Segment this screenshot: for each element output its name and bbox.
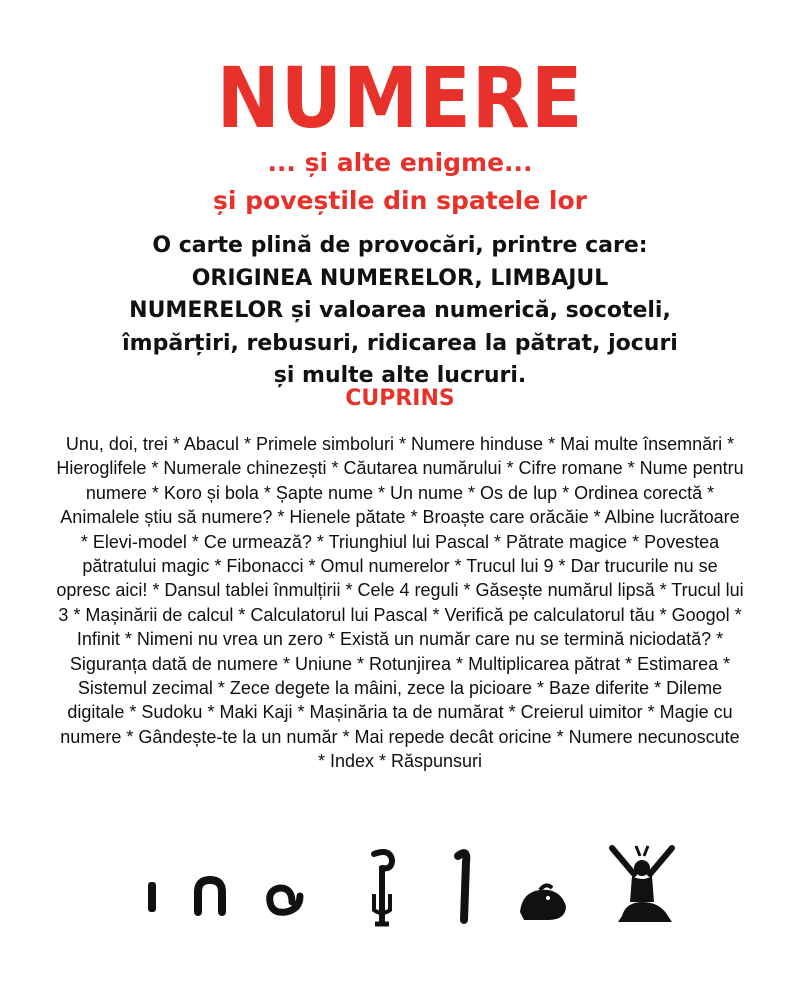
page-title: NUMERE	[216, 49, 584, 147]
tadpole-icon	[520, 885, 566, 920]
subtitle-line-1: ... și alte enigme...	[267, 148, 533, 177]
rope-coil-icon	[270, 888, 300, 912]
intro-paragraph: O carte plină de provocări, printre care: ORIGINEA NUMERELOR, LIMBAJUL NUMERELOR și valoarea numerică, socoteli, împărțiri, rebusuri, ridicarea la pătrat, jocuri și multe alte lucruri.	[122, 233, 678, 388]
subtitle-line-2: și poveștile din spatele lor	[213, 186, 587, 215]
contents-list: Unu, doi, trei * Abacul * Primele simboluri * Numere hinduse * Mai multe însemnări * Hieroglifele * Numerale chinezești * Căutarea numărului * Cifre romane * Nume pentru numere * Koro și bola * Șapte nume * Un nume * Os de lup * Ordinea corectă * Animalele știu să numere? * Hienele pătate * Broaște care orăcăie * Albine lucrătoare * Elevi-model * Ce urmează? * Triunghiul lui Pascal * Pătrate magice * Povestea pătratului magic * Fibonacci * Omul numerelor * Trucul lui 9 * Dar trucurile nu se opresc aici! * Dansul tablei înmulțirii * Cele 4 reguli * Găsește numărul lipsă * Trucul lui 3 * Mașinării de calcul * Calculatorul lui Pascal * Verifică pe calculatorul tău * Googol * Infinit * Nimeni nu vrea un zero * Există un număr care nu se termină niciodată? * Siguranța dată de numere * Uniune * Rotunjirea * Multiplicarea pătrat * Estimarea * Sistemul zecimal * Zece degete la mâini, zece la picioare * Baze diferite * Dileme digitale * Sudoku * Maki Kaji * Mașinăria ta de numărat * Creierul uimitor * Magie cu numere * Gândește-te la un număr * Mai repede decât oricine * Numere necunoscute * Index * Răspunsuri	[56, 434, 744, 772]
contents-heading: CUPRINS	[345, 386, 455, 411]
arch-mark-icon	[198, 880, 222, 912]
egyptian-numerals-strip	[0, 832, 800, 932]
finger-mark-icon	[458, 853, 466, 920]
stroke-mark-icon	[148, 882, 156, 912]
lotus-stem-icon	[374, 852, 392, 924]
kneeling-god-icon	[612, 846, 672, 922]
